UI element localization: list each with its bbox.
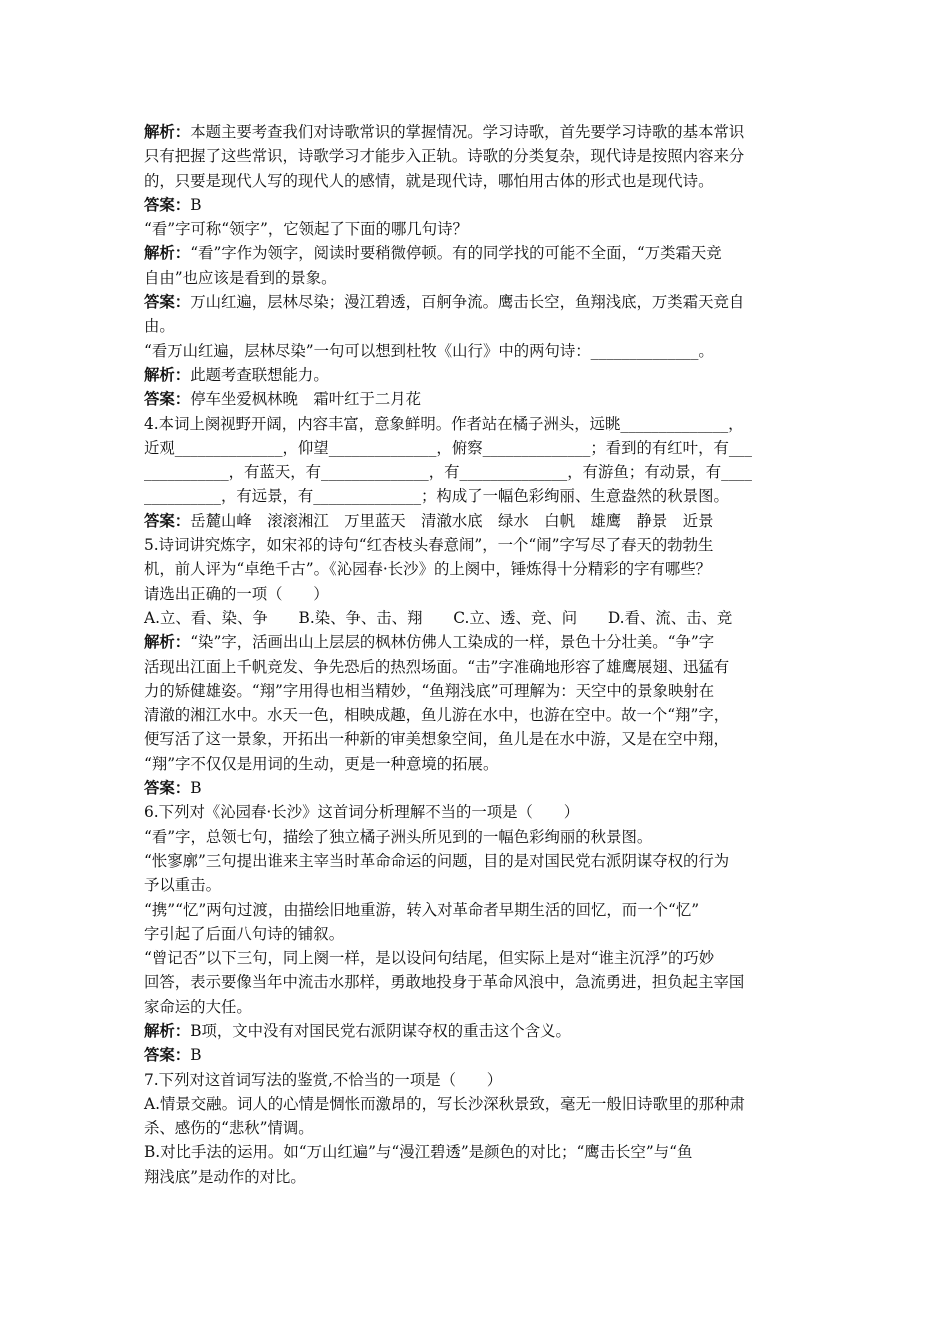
line-text: 家命运的大任。 [144, 997, 252, 1016]
text-line [144, 995, 816, 1019]
line-text: 杀、感伤的“悲秋”情调。 [144, 1119, 314, 1138]
text-line [144, 898, 816, 922]
line-text: 停车坐爱枫林晚 霜叶红于二月花 [190, 390, 422, 409]
line-text: 近观______________，仰望______________，俯察______________；看到的有红叶，有___ [144, 438, 752, 457]
text-line [144, 412, 816, 436]
text-line [144, 241, 816, 265]
line-text: 字引起了后面八句诗的铺叙。 [144, 924, 345, 943]
text-line [144, 193, 816, 217]
text-line [144, 339, 816, 363]
line-text: 4.本词上阕视野开阔，内容丰富，意象鲜明。作者站在橘子洲头，远眺______________， [144, 414, 744, 433]
line-label: 解析： [144, 633, 191, 652]
text-line [144, 363, 816, 387]
text-line [144, 922, 816, 946]
line-text: “翔”字不仅仅是用词的生动，更是一种意境的拓展。 [144, 754, 499, 773]
text-line [144, 314, 816, 338]
text-line [144, 825, 816, 849]
text-line [144, 557, 816, 581]
line-text: 岳麓山峰 滚滚湘江 万里蓝天 清澈水底 绿水 白帆 雄鹰 静景 近景 [190, 511, 714, 530]
line-text: A.立、看、染、争 B.染、争、击、翔 C.立、透、竞、问 D.看、流、击、竞 [144, 608, 733, 627]
line-label: 解析： [144, 244, 191, 263]
line-label: 解析： [144, 365, 191, 384]
text-line [144, 217, 816, 241]
line-text: B项，文中没有对国民党右派阴谋夺权的重击这个含义。 [190, 1021, 571, 1040]
line-text: __________，有远景，有______________；构成了一幅色彩绚丽、生意盎然的秋景图。 [144, 487, 729, 506]
line-text: 自由”也应该是看到的景象。 [144, 268, 337, 287]
line-text: 6.下列对《沁园春·长沙》这首词分析理解不当的一项是（ ） [144, 803, 580, 822]
text-line [144, 800, 816, 824]
text-line [144, 679, 816, 703]
text-line [144, 849, 816, 873]
line-text: 7.下列对这首词写法的鉴赏,不恰当的一项是（ ） [144, 1070, 503, 1089]
line-text: 只有把握了这些常识，诗歌学习才能步入正轨。诗歌的分类复杂，现代诗是按照内容来分 [144, 147, 745, 166]
line-label: 解析： [144, 1021, 191, 1040]
text-line [144, 606, 816, 630]
text-line [144, 655, 816, 679]
text-line [144, 387, 816, 411]
line-text: 5.诗词讲究炼字，如宋祁的诗句“红杏枝头春意闹”，一个“闹”字写尽了春天的勃勃生 [144, 536, 714, 555]
line-text: 清澈的湘江水中。水天一色，相映成趣，鱼儿游在水中，也游在空中。故一个“翔”字， [144, 706, 730, 725]
text-line [144, 1092, 816, 1116]
line-text: 力的矫健雄姿。“翔”字用得也相当精妙，“鱼翔浅底”可理解为：天空中的景象映射在 [144, 681, 715, 700]
line-text: “携”“忆”两句过渡，由描绘旧地重游，转入对革命者早期生活的回忆，而一个“忆” [144, 900, 700, 919]
line-label: 答案： [144, 293, 191, 312]
line-text: “看万山红遍，层林尽染”一句可以想到杜牧《山行》中的两句诗：______________。 [144, 341, 714, 360]
text-line [144, 1019, 816, 1043]
text-line [144, 1043, 816, 1067]
line-label: 答案： [144, 1046, 191, 1065]
text-line [144, 533, 816, 557]
text-line [144, 873, 816, 897]
text-line [144, 509, 816, 533]
text-line [144, 460, 816, 484]
text-line [144, 484, 816, 508]
line-text: 本题主要考查我们对诗歌常识的掌握情况。学习诗歌，首先要学习诗歌的基本常识 [190, 123, 745, 141]
line-text: A.情景交融。词人的心情是惆怅而激昂的，写长沙深秋景致，毫无一般旧诗歌里的那种肃 [144, 1094, 745, 1113]
text-line [144, 727, 816, 751]
text-line [144, 1116, 816, 1140]
line-text: “看”字，总领七句，描绘了独立橘子洲头所见到的一幅色彩绚丽的秋景图。 [144, 827, 653, 846]
text-line [144, 946, 816, 970]
line-text: 机，前人评为“卓绝千古”。《沁园春·长沙》的上阕中，锤炼得十分精彩的字有哪些？ [144, 560, 711, 579]
line-text: 便写活了这一景象，开拓出一种新的审美想象空间，鱼儿是在水中游，又是在空中翔， [144, 730, 729, 749]
line-text: 予以重击。 [144, 876, 221, 895]
line-text: 由。 [144, 317, 175, 336]
text-line [144, 266, 816, 290]
text-line [144, 703, 816, 727]
line-label: 解析： [144, 123, 191, 141]
text-line [144, 436, 816, 460]
text-line [144, 1140, 816, 1164]
text-line [144, 120, 816, 144]
line-text: 翔浅底”是动作的对比。 [144, 1167, 306, 1186]
line-text: 回答，表示要像当年中流击水那样，勇敢地投身于革命风浪中，急流勇进，担负起主宰国 [144, 973, 745, 992]
line-text: 的，只要是现代人写的现代人的感情，就是现代诗，哪怕用古体的形式也是现代诗。 [144, 171, 714, 190]
line-text: “看”字作为领字，阅读时要稍微停顿。有的同学找的可能不全面，“万类霜天竞 [190, 244, 722, 263]
text-line [144, 582, 816, 606]
line-text: “曾记否”以下三句，同上阕一样，是以设问句结尾，但实际上是对“谁主沉浮”的巧妙 [144, 949, 715, 968]
text-line [144, 630, 816, 654]
line-label: 答案： [144, 511, 191, 530]
text-line [144, 1068, 816, 1092]
line-text: 活现出江面上千帆竞发、争先恐后的热烈场面。“击”字准确地形容了雄鹰展翅、迅猛有 [144, 657, 730, 676]
line-text: 万山红遍，层林尽染；漫江碧透，百舸争流。鹰击长空，鱼翔浅底，万类霜天竞自 [190, 293, 745, 312]
line-text: B.对比手法的运用。如“万山红遍”与“漫江碧透”是颜色的对比；“鹰击长空”与“鱼 [144, 1143, 693, 1162]
line-text: “看”字可称“领字”，它领起了下面的哪几句诗？ [144, 220, 468, 239]
line-label: 答案： [144, 779, 191, 798]
line-text: B [190, 195, 202, 214]
line-text: “怅寥廓”三句提出谁来主宰当时革命命运的问题，目的是对国民党右派阴谋夺权的行为 [144, 851, 730, 870]
text-line [144, 1165, 816, 1189]
line-text: 此题考查联想能力。 [190, 365, 329, 384]
text-line [144, 290, 816, 314]
line-text: B [190, 779, 202, 798]
line-label: 答案： [144, 390, 191, 409]
line-text: B [190, 1046, 202, 1065]
line-label: 答案： [144, 195, 191, 214]
text-line [144, 752, 816, 776]
text-line [144, 144, 816, 168]
line-text: ___________，有蓝天，有______________，有______________，有游鱼；有动景，有____ [144, 463, 752, 482]
document-body [144, 120, 816, 1189]
line-text: “染”字，活画出山上层层的枫林仿佛人工染成的一样，景色十分壮美。“争”字 [190, 633, 715, 652]
text-line [144, 776, 816, 800]
text-line [144, 970, 816, 994]
text-line [144, 169, 816, 193]
line-text: 请选出正确的一项（ ） [144, 584, 329, 603]
